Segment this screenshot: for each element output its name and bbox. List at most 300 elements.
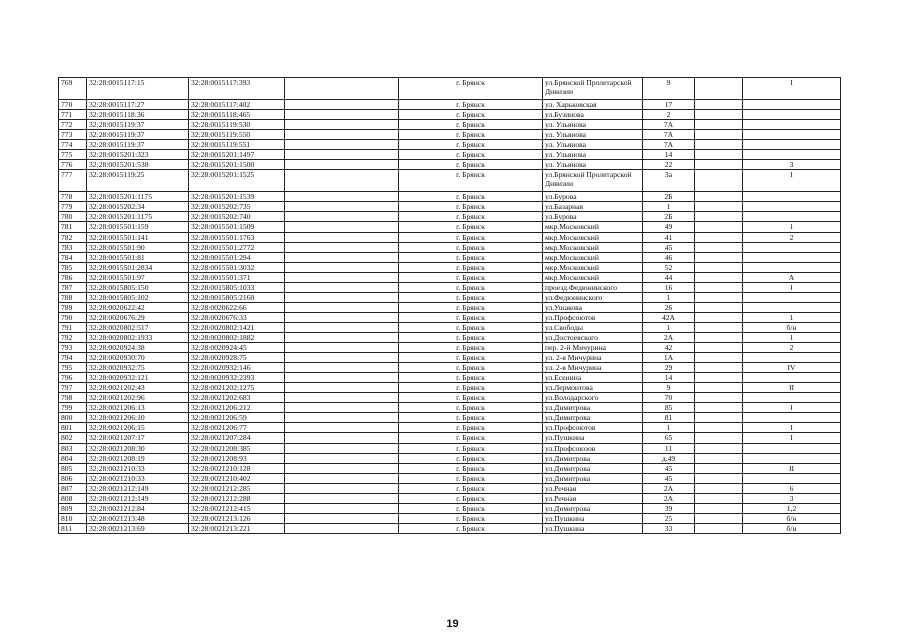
house-number-cell: 9 [643,383,695,393]
empty-cell [695,292,743,302]
street-cell: ул.Димитрова [543,453,643,463]
land-cadastral-number-cell: 32:28:0021212:149 [87,493,189,503]
land-cadastral-number-cell: 32:28:0020932:121 [87,373,189,383]
street-cell: мкр.Московский [543,222,643,232]
object-cadastral-number-cell: 32:28:0015805:1033 [189,282,285,292]
table-row [59,473,841,483]
premises-number-cell: 1 [743,332,841,342]
object-cadastral-number-cell: 32:28:0015501:3032 [189,262,285,272]
empty-cell [695,353,743,363]
city-cell: г. Брянск [399,433,543,443]
empty-cell [285,272,399,282]
street-cell: ул.Володарского [543,393,643,403]
row-number-cell: 799 [59,403,87,413]
empty-cell [285,242,399,252]
empty-cell [695,363,743,373]
house-number-cell: 14 [643,150,695,160]
premises-number-cell: I [743,403,841,413]
house-number-cell: 39 [643,503,695,513]
empty-cell [695,78,743,100]
row-number-cell: 795 [59,363,87,373]
table-row [59,272,841,282]
street-cell: ул.Бузинова [543,110,643,120]
table-row [59,120,841,130]
table-row [59,373,841,383]
row-number-cell: 769 [59,78,87,100]
land-cadastral-number-cell: 32:28:0015119:37 [87,130,189,140]
empty-cell [695,403,743,413]
empty-cell [695,383,743,393]
empty-cell [285,332,399,342]
premises-number-cell: I [743,423,841,433]
table-row [59,192,841,202]
street-cell: ул.Пушкина [543,523,643,533]
land-cadastral-number-cell: 32:28:0021213:48 [87,513,189,523]
object-cadastral-number-cell: 32:28:0020932:2393 [189,373,285,383]
city-cell: г. Брянск [399,140,543,150]
premises-number-cell [743,252,841,262]
empty-cell [285,393,399,403]
empty-cell [285,302,399,312]
land-cadastral-number-cell: 32:28:0021208:19 [87,453,189,463]
city-cell: г. Брянск [399,160,543,170]
row-number-cell: 774 [59,140,87,150]
land-cadastral-number-cell: 32:28:0021213:69 [87,523,189,533]
house-number-cell: 2 [643,110,695,120]
street-cell: мкр.Московский [543,272,643,282]
city-cell: г. Брянск [399,493,543,503]
empty-cell [695,212,743,222]
premises-number-cell [743,120,841,130]
empty-cell [695,242,743,252]
house-number-cell: 1 [643,322,695,332]
street-cell: ул. Ульянова [543,160,643,170]
street-cell: ул.Достоевского [543,332,643,342]
row-number-cell: 784 [59,252,87,262]
table-row [59,252,841,262]
house-number-cell: 17 [643,100,695,110]
row-number-cell: 770 [59,100,87,110]
house-number-cell: 33 [643,523,695,533]
street-cell: ул.Бурова [543,192,643,202]
city-cell: г. Брянск [399,192,543,202]
land-cadastral-number-cell: 32:28:0015201:1175 [87,192,189,202]
land-cadastral-number-cell: 32:28:0020930:70 [87,353,189,363]
object-cadastral-number-cell: 32:28:0020928:75 [189,353,285,363]
street-cell: мкр.Московский [543,252,643,262]
land-cadastral-number-cell: 32:28:0015501:97 [87,272,189,282]
empty-cell [695,413,743,423]
table-row [59,232,841,242]
object-cadastral-number-cell: 32:28:0020676:33 [189,312,285,322]
street-cell: мкр.Московский [543,262,643,272]
house-number-cell: 2А [643,483,695,493]
city-cell: г. Брянск [399,272,543,282]
empty-cell [695,393,743,403]
empty-cell [695,170,743,192]
table-row [59,413,841,423]
premises-number-cell: А [743,272,841,282]
table-row [59,403,841,413]
table-row [59,262,841,272]
object-cadastral-number-cell: 32:28:0015118:465 [189,110,285,120]
table-row [59,130,841,140]
city-cell: г. Брянск [399,78,543,100]
premises-number-cell: II [743,463,841,473]
empty-cell [695,463,743,473]
empty-cell [695,523,743,533]
premises-number-cell [743,373,841,383]
object-cadastral-number-cell: 32:28:0015501:371 [189,272,285,282]
object-cadastral-number-cell: 32:28:0021213:126 [189,513,285,523]
object-cadastral-number-cell: 32:28:0020802:1421 [189,322,285,332]
row-number-cell: 776 [59,160,87,170]
house-number-cell: 1 [643,423,695,433]
table-row [59,322,841,332]
object-cadastral-number-cell: 32:28:0015501:1509 [189,222,285,232]
premises-number-cell [743,413,841,423]
premises-number-cell [743,212,841,222]
row-number-cell: 782 [59,232,87,242]
object-cadastral-number-cell: 32:28:0015501:2772 [189,242,285,252]
premises-number-cell [743,292,841,302]
street-cell: ул.Есенина [543,373,643,383]
house-number-cell: 81 [643,413,695,423]
land-cadastral-number-cell: 32:28:0021206:10 [87,413,189,423]
empty-cell [285,523,399,533]
object-cadastral-number-cell: 32:28:0020924:45 [189,343,285,353]
premises-number-cell: б/н [743,513,841,523]
street-cell: ул.Брянской Пролетарской Дивизии [543,170,643,192]
empty-cell [285,160,399,170]
row-number-cell: 792 [59,332,87,342]
premises-number-cell: I [743,433,841,443]
object-cadastral-number-cell: 32:28:0015201:1500 [189,160,285,170]
table-row [59,443,841,453]
object-cadastral-number-cell: 32:28:0021212:415 [189,503,285,513]
street-cell: ул. Ульянова [543,150,643,160]
empty-cell [695,262,743,272]
street-cell: мкр.Московский [543,242,643,252]
street-cell: ул. 2-я Мичурина [543,363,643,373]
row-number-cell: 810 [59,513,87,523]
street-cell: мкр.Московский [543,232,643,242]
city-cell: г. Брянск [399,302,543,312]
land-cadastral-number-cell: 32:28:0021202:43 [87,383,189,393]
premises-number-cell: 1,2 [743,503,841,513]
premises-number-cell: 3 [743,493,841,503]
object-cadastral-number-cell: 32:28:0021213:221 [189,523,285,533]
object-cadastral-number-cell: 32:28:0021208:93 [189,453,285,463]
city-cell: г. Брянск [399,513,543,523]
object-cadastral-number-cell: 32:28:0021210:128 [189,463,285,473]
street-cell: ул.Профсоютов [543,312,643,322]
empty-cell [285,222,399,232]
empty-cell [695,252,743,262]
table-row [59,423,841,433]
house-number-cell: 52 [643,262,695,272]
premises-number-cell [743,353,841,363]
empty-cell [285,443,399,453]
empty-cell [695,202,743,212]
object-cadastral-number-cell: 32:28:0015119:551 [189,140,285,150]
object-cadastral-number-cell: 32:28:0021210:402 [189,473,285,483]
land-cadastral-number-cell: 32:28:0020802:1933 [87,332,189,342]
empty-cell [285,433,399,443]
empty-cell [285,252,399,262]
land-cadastral-number-cell: 32:28:0015501:2834 [87,262,189,272]
premises-number-cell [743,150,841,160]
city-cell: г. Брянск [399,503,543,513]
empty-cell [285,363,399,373]
row-number-cell: 796 [59,373,87,383]
land-cadastral-number-cell: 32:28:0020676:29 [87,312,189,322]
row-number-cell: 779 [59,202,87,212]
city-cell: г. Брянск [399,413,543,423]
city-cell: г. Брянск [399,463,543,473]
land-cadastral-number-cell: 32:28:0015119:37 [87,120,189,130]
table-row [59,292,841,302]
house-number-cell: 3а [643,170,695,192]
city-cell: г. Брянск [399,222,543,232]
street-cell: ул.Базарная [543,202,643,212]
premises-number-cell: II [743,383,841,393]
empty-cell [695,232,743,242]
table-row [59,503,841,513]
street-cell: ул.Брянской Пролетарской Дивизии [543,78,643,100]
table-row [59,78,841,100]
row-number-cell: 785 [59,262,87,272]
house-number-cell: 14 [643,373,695,383]
object-cadastral-number-cell: 32:28:0020802:1882 [189,332,285,342]
object-cadastral-number-cell: 32:28:0015805:2160 [189,292,285,302]
house-number-cell: 2А [643,332,695,342]
land-cadastral-number-cell: 32:28:0020622:42 [87,302,189,312]
premises-number-cell [743,242,841,252]
land-cadastral-number-cell: 32:28:0021212:149 [87,483,189,493]
row-number-cell: 797 [59,383,87,393]
empty-cell [695,312,743,322]
land-cadastral-number-cell: 32:28:0021210:33 [87,463,189,473]
premises-number-cell: I [743,170,841,192]
row-number-cell: 802 [59,433,87,443]
empty-cell [285,383,399,393]
premises-number-cell [743,302,841,312]
object-cadastral-number-cell: 32:28:0021207:284 [189,433,285,443]
house-number-cell: 65 [643,433,695,443]
empty-cell [285,232,399,242]
empty-cell [285,212,399,222]
house-number-cell: 85 [643,403,695,413]
street-cell: ул.Профсоютов [543,423,643,433]
table-row [59,363,841,373]
empty-cell [285,130,399,140]
empty-cell [285,413,399,423]
table-row [59,302,841,312]
city-cell: г. Брянск [399,403,543,413]
premises-number-cell [743,140,841,150]
row-number-cell: 807 [59,483,87,493]
land-cadastral-number-cell: 32:28:0020924:38 [87,343,189,353]
empty-cell [695,222,743,232]
house-number-cell: 2Б [643,192,695,202]
land-cadastral-number-cell: 32:28:0021206:15 [87,423,189,433]
empty-cell [285,110,399,120]
empty-cell [285,262,399,272]
land-cadastral-number-cell: 32:28:0020802:517 [87,322,189,332]
land-cadastral-number-cell: 32:28:0015201:538 [87,160,189,170]
table-row [59,493,841,503]
house-number-cell: 49 [643,222,695,232]
row-number-cell: 773 [59,130,87,140]
empty-cell [285,100,399,110]
house-number-cell: 42А [643,312,695,322]
land-cadastral-number-cell: 32:28:0015805:150 [87,282,189,292]
city-cell: г. Брянск [399,483,543,493]
land-cadastral-number-cell: 32:28:0021210:33 [87,473,189,483]
house-number-cell: 22 [643,160,695,170]
street-cell: ул.Димитрова [543,473,643,483]
empty-cell [285,503,399,513]
house-number-cell: 1 [643,292,695,302]
city-cell: г. Брянск [399,120,543,130]
object-cadastral-number-cell: 32:28:0015501:294 [189,252,285,262]
registry-table [58,77,841,534]
empty-cell [695,513,743,523]
table-row [59,110,841,120]
premises-number-cell: б/н [743,322,841,332]
empty-cell [285,513,399,523]
object-cadastral-number-cell: 32:28:0015201:1497 [189,150,285,160]
city-cell: г. Брянск [399,312,543,322]
land-cadastral-number-cell: 32:28:0015501:141 [87,232,189,242]
row-number-cell: 794 [59,353,87,363]
premises-number-cell: I [743,282,841,292]
empty-cell [695,443,743,453]
empty-cell [695,423,743,433]
house-number-cell: 70 [643,393,695,403]
empty-cell [285,150,399,160]
street-cell: проезд.Федюнинского [543,282,643,292]
empty-cell [695,192,743,202]
street-cell: ул.Димитрова [543,403,643,413]
land-cadastral-number-cell: 32:28:0021208:30 [87,443,189,453]
table-row [59,160,841,170]
house-number-cell: 25 [643,513,695,523]
city-cell: г. Брянск [399,322,543,332]
land-cadastral-number-cell: 32:28:0015119:37 [87,140,189,150]
city-cell: г. Брянск [399,282,543,292]
street-cell: ул. Харьковская [543,100,643,110]
premises-number-cell: 6 [743,483,841,493]
table-row [59,282,841,292]
land-cadastral-number-cell: 32:28:0015501:159 [87,222,189,232]
house-number-cell: 26 [643,302,695,312]
street-cell: ул.Лермонтова [543,383,643,393]
premises-number-cell [743,473,841,483]
empty-cell [285,423,399,433]
land-cadastral-number-cell: 32:28:0015201:1175 [87,212,189,222]
street-cell: ул. 2-я Мичурина [543,353,643,363]
table-row [59,433,841,443]
land-cadastral-number-cell: 32:28:0015501:90 [87,242,189,252]
object-cadastral-number-cell: 32:28:0015201:1539 [189,192,285,202]
table-row [59,140,841,150]
house-number-cell: 7А [643,120,695,130]
table-row [59,332,841,342]
house-number-cell: 42 [643,343,695,353]
table-row [59,383,841,393]
city-cell: г. Брянск [399,332,543,342]
empty-cell [695,332,743,342]
city-cell: г. Брянск [399,353,543,363]
city-cell: г. Брянск [399,252,543,262]
row-number-cell: 809 [59,503,87,513]
empty-cell [695,483,743,493]
city-cell: г. Брянск [399,202,543,212]
street-cell: ул.Речная [543,493,643,503]
street-cell: ул.Пушкина [543,513,643,523]
street-cell: ул.Димитрова [543,503,643,513]
object-cadastral-number-cell: 32:28:0021202:683 [189,393,285,403]
premises-number-cell: I [743,78,841,100]
house-number-cell: 1А [643,353,695,363]
empty-cell [285,312,399,322]
empty-cell [285,140,399,150]
premises-number-cell: 1 [743,222,841,232]
city-cell: г. Брянск [399,150,543,160]
premises-number-cell [743,100,841,110]
street-cell: ул. Ульянова [543,130,643,140]
object-cadastral-number-cell: 32:28:0021212:288 [189,493,285,503]
table-row [59,170,841,192]
empty-cell [695,130,743,140]
empty-cell [285,463,399,473]
house-number-cell: 2Б [643,212,695,222]
object-cadastral-number-cell: 32:28:0015501:1763 [189,232,285,242]
empty-cell [285,282,399,292]
empty-cell [285,403,399,413]
object-cadastral-number-cell: 32:28:0021208:385 [189,443,285,453]
street-cell: ул.Свободы [543,322,643,332]
table-row [59,393,841,403]
city-cell: г. Брянск [399,523,543,533]
object-cadastral-number-cell: 32:28:0015201:1525 [189,170,285,192]
row-number-cell: 780 [59,212,87,222]
house-number-cell: 2А [643,493,695,503]
premises-number-cell [743,192,841,202]
table-row [59,343,841,353]
empty-cell [285,483,399,493]
row-number-cell: 788 [59,292,87,302]
empty-cell [695,453,743,463]
empty-cell [695,433,743,443]
house-number-cell: 16 [643,282,695,292]
empty-cell [285,493,399,503]
object-cadastral-number-cell: 32:28:0015202:740 [189,212,285,222]
house-number-cell: 11 [643,443,695,453]
premises-number-cell [743,202,841,212]
city-cell: г. Брянск [399,232,543,242]
empty-cell [695,120,743,130]
premises-number-cell [743,110,841,120]
house-number-cell: 7А [643,140,695,150]
city-cell: г. Брянск [399,262,543,272]
empty-cell [695,140,743,150]
premises-number-cell [743,453,841,463]
object-cadastral-number-cell: 32:28:0020622:66 [189,302,285,312]
city-cell: г. Брянск [399,363,543,373]
